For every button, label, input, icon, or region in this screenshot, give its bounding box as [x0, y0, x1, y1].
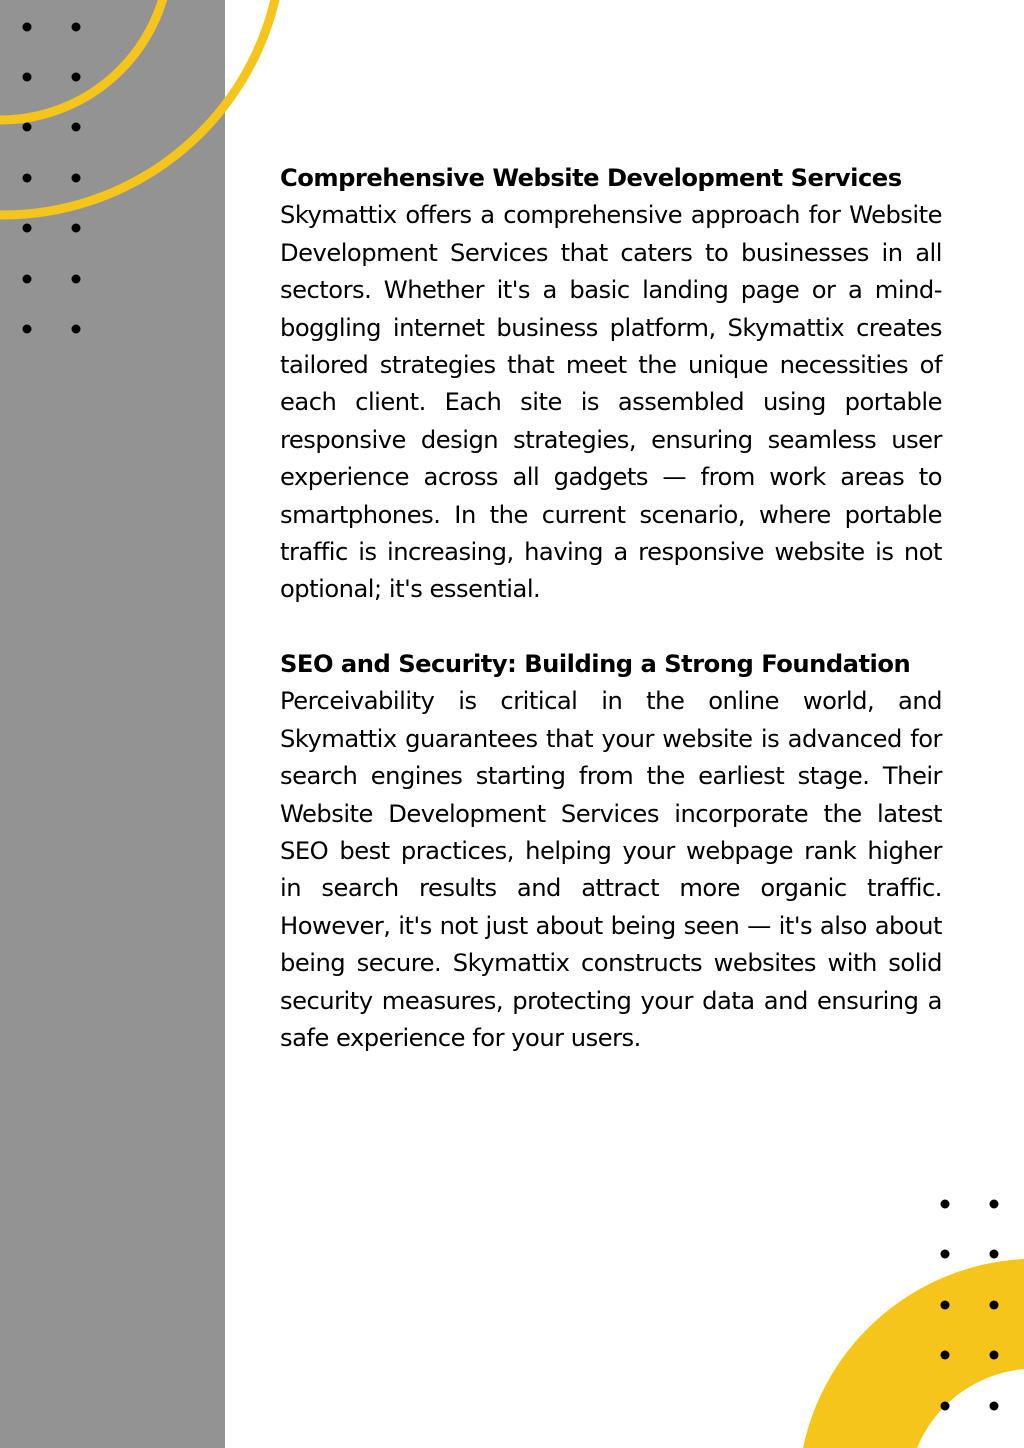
- section-website-development: [280, 160, 942, 609]
- section-paragraph: Perceivability is critical in the online world, and Skymattix guarantees that your website is advanced for search engines starting from the earliest stage. Their Website Development Services incorporate the latest SEO best practices, helping your webpage rank higher in search results and attract more organic traffic. However, it's not just about being seen — it's also about being secure. Skymattix constructs websites with solid security measures, protecting your data and ensuring a safe experience for your users.: [280, 687, 942, 1052]
- section-paragraph: Skymattix offers a comprehensive approach for Website Development Services that caters to businesses in all sectors. Whether it's a basic landing page or a mind-boggling internet business platform, Skymattix creates tailored strategies that meet the unique necessities of each client. Each site is assembled using portable responsive design strategies, ensuring seamless user experience across all gadgets — from work areas to smartphones. In the current scenario, where portable traffic is increasing, having a responsive website is not optional; it's essential.: [280, 201, 942, 604]
- document-content: [280, 160, 942, 1094]
- section-heading: Comprehensive Website Development Services: [280, 164, 902, 192]
- bottom-right-arc-decoration: [803, 1259, 1024, 1448]
- gray-sidebar: [0, 0, 225, 1448]
- section-seo-security: [280, 646, 942, 1057]
- section-heading: SEO and Security: Building a Strong Foundation: [280, 649, 911, 678]
- bottom-right-dot-grid: [941, 1200, 999, 1411]
